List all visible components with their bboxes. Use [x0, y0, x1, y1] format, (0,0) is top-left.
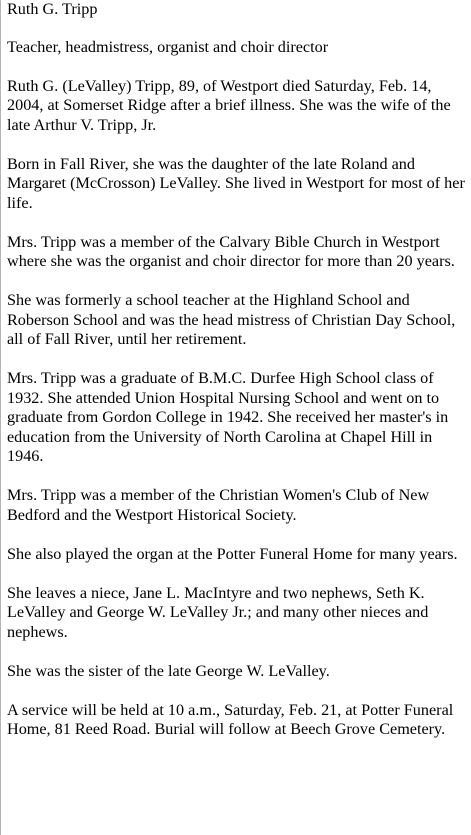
obituary-subtitle: Teacher, headmistress, organist and choir director: [7, 37, 329, 56]
paragraph-service: A service will be held at 10 a.m., Saturday, Feb. 21, at Potter Funeral Home, 81 Reed Road. Burial will follow at Beech Grove Cemetery.: [7, 700, 454, 738]
obituary-title: Ruth G. Tripp: [7, 0, 98, 18]
paragraph-memberships: Mrs. Tripp was a member of the Christian Women's Club of New Bedford and the Westport Historical Society.: [7, 486, 430, 524]
paragraph-teaching-career: She was formerly a school teacher at the Highland School and Roberson School and was the head mistress of Christian Day School, all of Fall River, until her retirement.: [7, 291, 456, 348]
paragraph-death-notice: Ruth G. (LeValley) Tripp, 89, of Westport died Saturday, Feb. 14, 2004, at Somerset Ridge after a brief illness. She was the wife of the late Arthur V. Tripp, Jr.: [7, 76, 451, 134]
obituary-document: [7, 0, 469, 759]
paragraph-birth-family: Born in Fall River, she was the daughter of the late Roland and Margaret (McCrosson) LeValley. She lived in Westport for most of her life.: [7, 154, 465, 212]
paragraph-organ: She also played the organ at the Potter Funeral Home for many years.: [7, 544, 458, 563]
paragraph-survivors: She leaves a niece, Jane L. MacIntyre and two nephews, Seth K. LeValley and George W. LeValley Jr.; and many other nieces and nephews.: [7, 583, 429, 641]
paragraph-sibling: She was the sister of the late George W. LeValley.: [7, 661, 330, 680]
paragraph-education: Mrs. Tripp was a graduate of B.M.C. Durfee High School class of 1932. She attended Union Hospital Nursing School and went on to graduate from Gordon College in 1942. She received her master's in education from the University of North Carolina at Chapel Hill in 1946.: [7, 369, 449, 465]
paragraph-church: Mrs. Tripp was a member of the Calvary Bible Church in Westport where she was the organist and choir director for more than 20 years.: [7, 232, 455, 270]
